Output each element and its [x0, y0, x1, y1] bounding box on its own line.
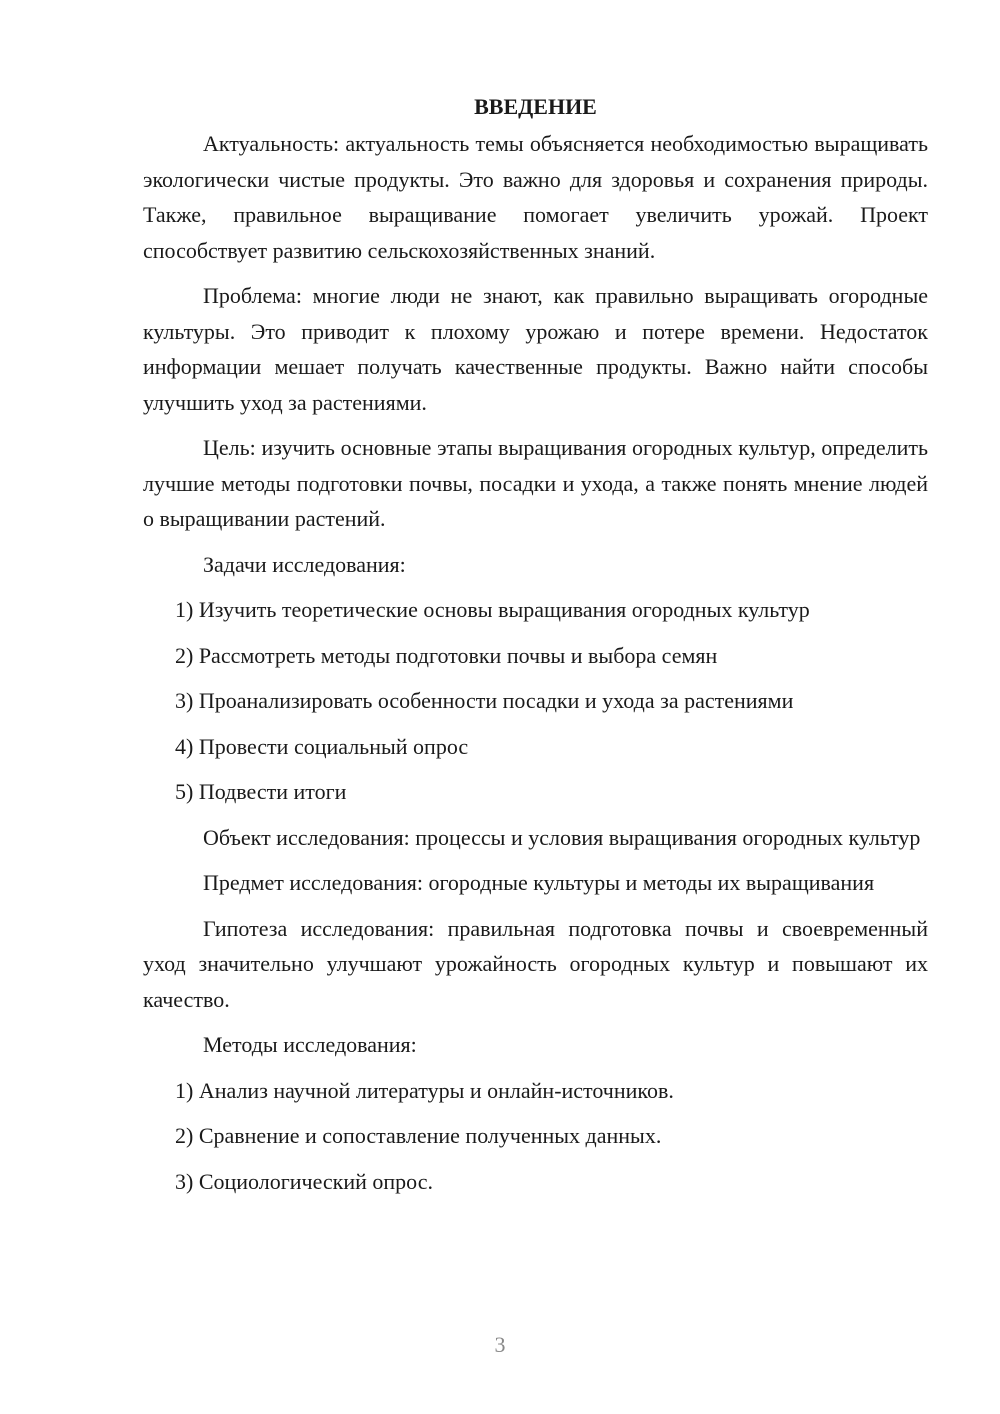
- object-paragraph: Объект исследования: процессы и условия выращивания огородных культур: [203, 824, 921, 850]
- methods-heading: Методы исследования:: [203, 1032, 417, 1057]
- list-item: 2) Рассмотреть методы подготовки почвы и выбора семян: [175, 642, 718, 668]
- problem-paragraph: Проблема: многие люди не знают, как правильно выращивать огородные культуры. Это приводит к плохому урожаю и потере времени. Недостаток информации мешает получать качественные продукты. Важно найти способы улучшить уход за растениями.: [143, 283, 928, 415]
- list-item: 1) Анализ научной литературы и онлайн-источников.: [175, 1077, 674, 1103]
- relevance-paragraph: Актуальность: актуальность темы объясняется необходимостью выращивать экологически чистые продукты. Это важно для здоровья и сохранения природы. Также, правильное выращивание помогает увеличить урожай. Проект способствует развитию сельскохозяйственных знаний.: [143, 131, 928, 263]
- list-item: 4) Провести социальный опрос: [175, 733, 469, 759]
- page-title: ВВЕДЕНИЕ: [474, 94, 597, 119]
- hypothesis-paragraph: Гипотеза исследования: правильная подготовка почвы и своевременный уход значительно улучшают урожайность огородных культур и повышают их качество.: [143, 915, 928, 1012]
- goal-paragraph: Цель: изучить основные этапы выращивания огородных культур, определить лучшие методы подготовки почвы, посадки и ухода, а также понять мнение людей о выращивании растений.: [143, 435, 928, 531]
- tasks-heading: Задачи исследования:: [203, 551, 406, 577]
- list-item: 3) Проанализировать особенности посадки и ухода за растениями: [175, 688, 794, 713]
- document-page: [143, 92, 928, 1209]
- page-number: 3: [494, 1332, 506, 1357]
- list-item: 5) Подвести итоги: [175, 779, 347, 804]
- list-item: 2) Сравнение и сопоставление полученных данных.: [175, 1123, 662, 1148]
- list-item: 3) Социологический опрос.: [175, 1168, 433, 1194]
- list-item: 1) Изучить теоретические основы выращивания огородных культур: [175, 597, 810, 622]
- subject-paragraph: Предмет исследования: огородные культуры и методы их выращивания: [203, 870, 875, 895]
